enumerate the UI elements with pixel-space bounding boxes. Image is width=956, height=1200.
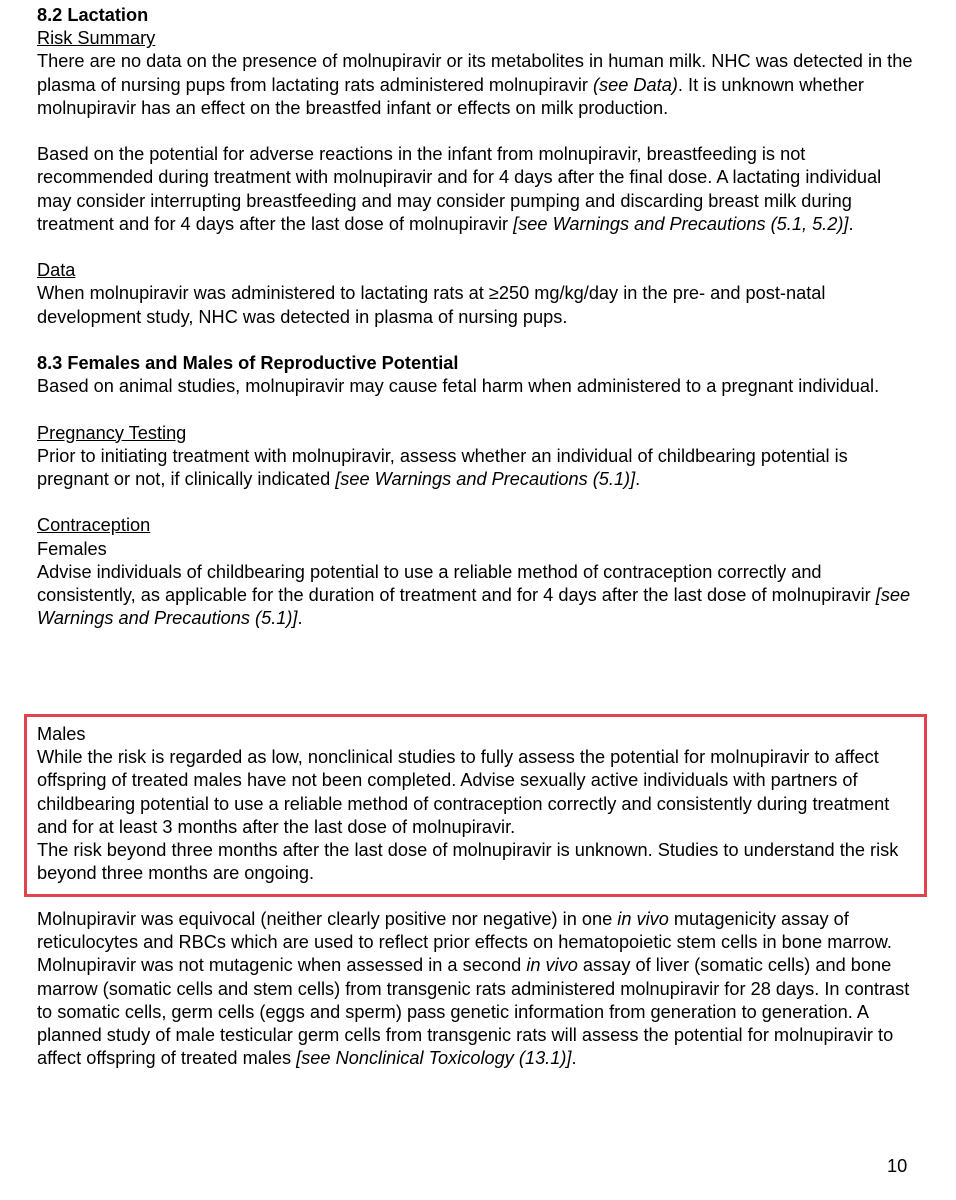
males-paragraph-2: The risk beyond three months after the last dose of molnupiravir is unknown. Studies to understand the risk beyond three months are ongoing. <box>37 840 899 884</box>
males-highlighted-section <box>37 723 917 885</box>
warnings-reference: [see Warnings and Precautions (5.1)] <box>37 585 911 629</box>
mutagenicity-paragraph: Molnupiravir was equivocal (neither clearly positive nor negative) in one in vivo mutagenicity assay of reticulocytes and RBCs which are used to reflect prior effects on hematopoietic stem cells in bone marrow. Molnupiravir was not mutagenic when assessed in a second in vivo assay of liver (somatic cells) and bone marrow (somatic cells and stem cells) from transgenic rats administered molnupiravir for 28 days. In contrast to somatic cells, germ cells (eggs and sperm) pass genetic information from generation to generation. A planned study of male testicular germ cells from transgenic rats will assess the potential for molnupiravir to affect offspring of treated males [see Nonclinical Toxicology (13.1)]. <box>37 909 910 1069</box>
males-label: Males <box>37 724 86 744</box>
contraception-subheading: Contraception <box>37 515 151 536</box>
nonclinical-toxicology-reference: [see Nonclinical Toxicology (13.1)] <box>296 1048 572 1069</box>
females-paragraph: Advise individuals of childbearing potential to use a reliable method of contraception correctly and consistently, as applicable for the duration of treatment and for 4 days after the last dose of molnupiravir [see Warnings and Precautions (5.1)]. <box>37 561 911 629</box>
section-8-3-heading: 8.3 Females and Males of Reproductive Potential <box>37 353 459 373</box>
section-8-2-heading: 8.2 Lactation <box>37 5 149 25</box>
data-paragraph: When molnupiravir was administered to lactating rats at ≥250 mg/kg/day in the pre- and post-natal development study, NHC was detected in plasma of nursing pups. <box>37 283 826 327</box>
warnings-reference: [see Warnings and Precautions (5.1)] <box>335 469 636 489</box>
pregnancy-testing-subheading: Pregnancy Testing <box>37 422 187 443</box>
warnings-reference: [see Warnings and Precautions (5.1, 5.2)] <box>513 213 849 234</box>
data-subheading: Data <box>37 260 76 281</box>
risk-summary-paragraph-1: There are no data on the presence of molnupiravir or its metabolites in human milk. NHC was detected in the plasma of nursing pups from lactating rats administered molnupiravir (see Data). It is unknown whether molnupiravir has an effect on the breastfed infant or effects on milk production. <box>37 51 913 118</box>
risk-summary-subheading: Risk Summary <box>37 28 156 49</box>
see-data-reference: (see Data) <box>592 74 678 95</box>
risk-summary-paragraph-2: Based on the potential for adverse reactions in the infant from molnupiravir, breastfeeding is not recommended during treatment with molnupiravir and for 4 days after the final dose. A lactating individual may consider interrupting breastfeeding and may consider pumping and discarding breast milk during treatment and for 4 days after the last dose of molnupiravir [see Warnings and Precautions (5.1, 5.2)]. <box>37 144 882 234</box>
document-page <box>37 4 917 630</box>
females-label: Females <box>37 538 107 559</box>
section-8-3-intro: Based on animal studies, molnupiravir may cause fetal harm when administered to a pregnant individual. <box>37 376 880 397</box>
mutagenicity-section <box>37 908 917 1070</box>
pregnancy-testing-paragraph: Prior to initiating treatment with molnupiravir, assess whether an individual of childbearing potential is pregnant or not, if clinically indicated [see Warnings and Precautions (5.1)]. <box>37 445 848 489</box>
page-number: 10 <box>887 1156 908 1176</box>
males-paragraph: While the risk is regarded as low, nonclinical studies to fully assess the potential for molnupiravir to affect offspring of treated males have not been completed. Advise sexually active individuals with partners of childbearing potential to use a reliable method of contraception correctly and consistently during treatment and for at least 3 months after the last dose of molnupiravir. <box>37 747 890 837</box>
